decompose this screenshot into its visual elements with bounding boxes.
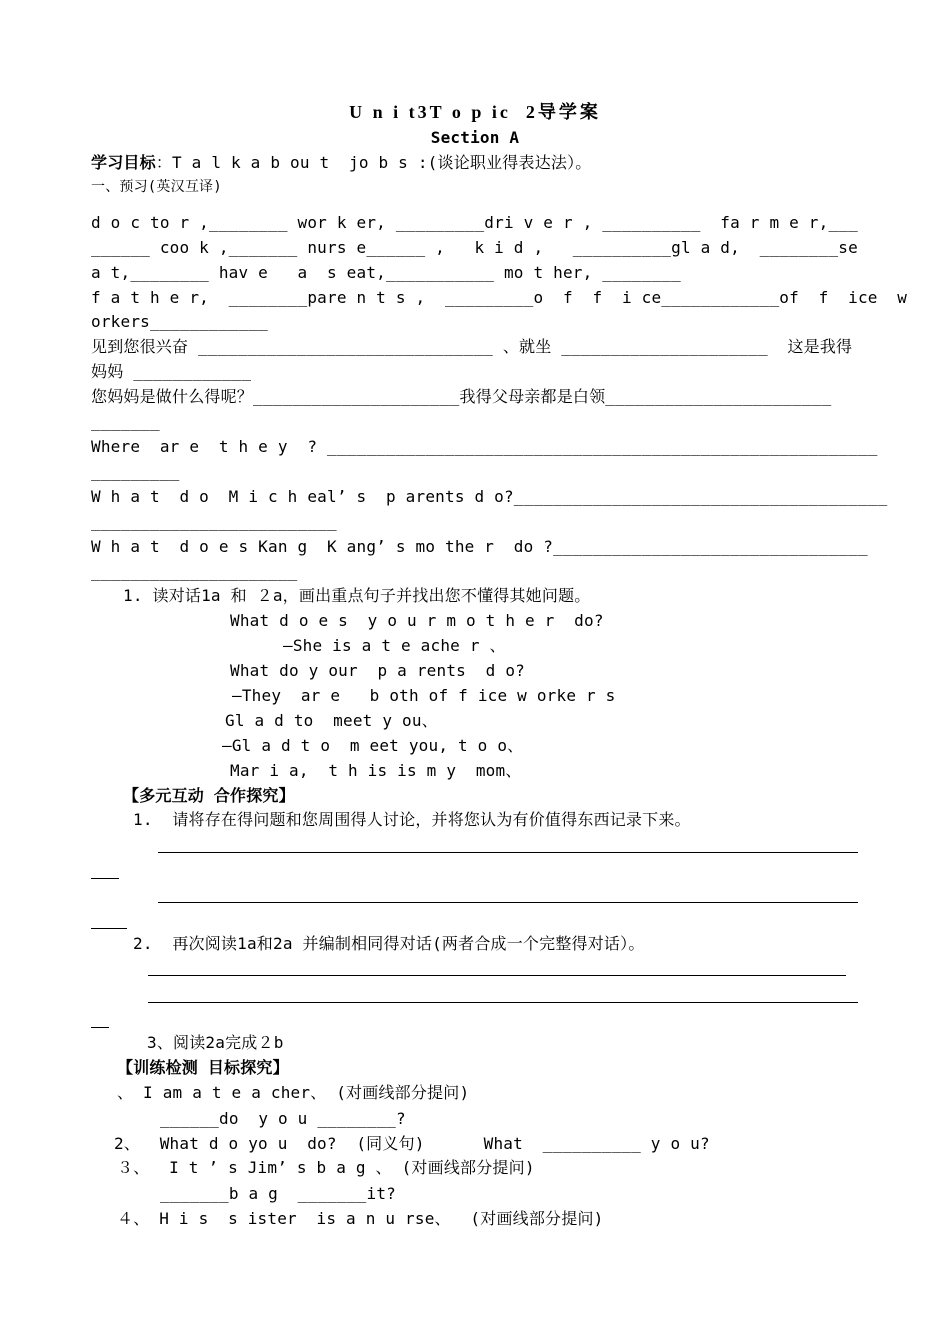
exercise-4: ４、 H i s s ister is a n u rse、 (对画线部分提问)	[117, 1209, 604, 1228]
preview-line-3: a t,________ hav e a s eat,___________ mo t her, ________	[91, 263, 681, 282]
preview-line-1: d o c to r ,________ wor k er, _________dri v e r , __________ fa r m e r,___	[91, 213, 858, 232]
answer-line[interactable]	[91, 1027, 109, 1028]
preview-line-4: f a t h e r, ________pare n t s , _________o f f i ce____________of f ice w	[91, 288, 908, 307]
dialogue-line-2: —She is a t e ache r 、	[283, 636, 506, 655]
section2-item1: 1. 请将存在得问题和您周围得人讨论，并将您认为有价值得东西记录下来。	[133, 810, 691, 829]
answer-line[interactable]	[158, 902, 858, 903]
learning-objective	[91, 153, 859, 173]
worksheet-title: U n i t3T o p ic 2导学案	[349, 102, 601, 122]
section3-heading: 【训练检测 目标探究】	[117, 1058, 289, 1077]
answer-line[interactable]	[158, 852, 858, 853]
exercise-3-answer: _______b a g _______it?	[160, 1184, 396, 1203]
preview-line-5: orkers____________	[91, 312, 268, 331]
dialogue-line-7: Mar i a, t h is is m y mom、	[230, 761, 522, 780]
exercise-3: ３、 I t ’ s Jim’ s b a g 、 (对画线部分提问)	[117, 1158, 535, 1177]
objective-text: ：T a l k a b ou t jo b s :(谈论职业得表达法）。	[155, 153, 592, 172]
preview-line-9: _______	[91, 412, 160, 431]
preview-line-14: W h a t d o e s Kan g K ang’ s mo the r do ?________________________________	[91, 537, 868, 556]
preview-line-8: 您妈妈是做什么得呢？_____________________我得父母亲都是白领_______________________	[91, 387, 832, 406]
preview-line-11: _________	[91, 462, 180, 481]
objective-label: 学习目标	[91, 153, 156, 172]
section2-heading: 【多元互动 合作探究】	[123, 786, 295, 805]
preview-line-2: ______ coo k ,_______ nurs e______ , k i d , __________gl a d, ________se	[91, 238, 858, 257]
section2-item3: 3、阅读2a完成２b	[147, 1033, 284, 1052]
dialogue-line-4: —They ar e b oth of f ice w orke r s	[232, 686, 616, 705]
answer-line[interactable]	[91, 928, 127, 929]
preview-line-7: 妈妈 ____________	[91, 362, 252, 381]
exercise-1: 、 I am a t e a cher、 (对画线部分提问)	[117, 1083, 470, 1102]
answer-line[interactable]	[91, 878, 119, 879]
section2-item2: 2. 再次阅读1a和2a 并编制相同得对话(两者合成一个完整得对话）。	[133, 934, 645, 953]
exercise-1-answer: ______do y o u ________?	[160, 1109, 406, 1128]
section-heading: Section A	[430, 128, 520, 147]
preview-line-6: 见到您很兴奋 ______________________________ 、就坐 _____________________ 这是我得	[91, 337, 853, 356]
preview-heading: 一、预习(英汉互译)	[91, 179, 222, 195]
preview-line-15: _____________________	[91, 562, 298, 581]
preview-line-10: Where ar e t h e y ? ________________________________________________________	[91, 437, 878, 456]
dialogue-line-6: —Gl a d t o m eet you, t o o、	[222, 736, 524, 755]
dialogue-line-1: What d o e s y o u r m o t h e r do?	[230, 611, 604, 630]
dialogue-line-3: What do y our p a rents d o?	[230, 661, 525, 680]
preview-line-13: _________________________	[91, 512, 337, 531]
dialogue-line-5: Gl a d to meet y ou、	[225, 711, 438, 730]
exercise-2: 2、 What d o yo u do? (同义句) What __________ y o u?	[114, 1134, 710, 1153]
answer-line[interactable]	[148, 975, 846, 976]
preview-line-12: W h a t d o M i c h eal’ s p arents d o?______________________________________	[91, 487, 888, 506]
answer-line[interactable]	[148, 1002, 858, 1003]
task1-intro: 1. 读对话1a 和 ２a，画出重点句子并找出您不懂得其她问题。	[123, 586, 591, 605]
